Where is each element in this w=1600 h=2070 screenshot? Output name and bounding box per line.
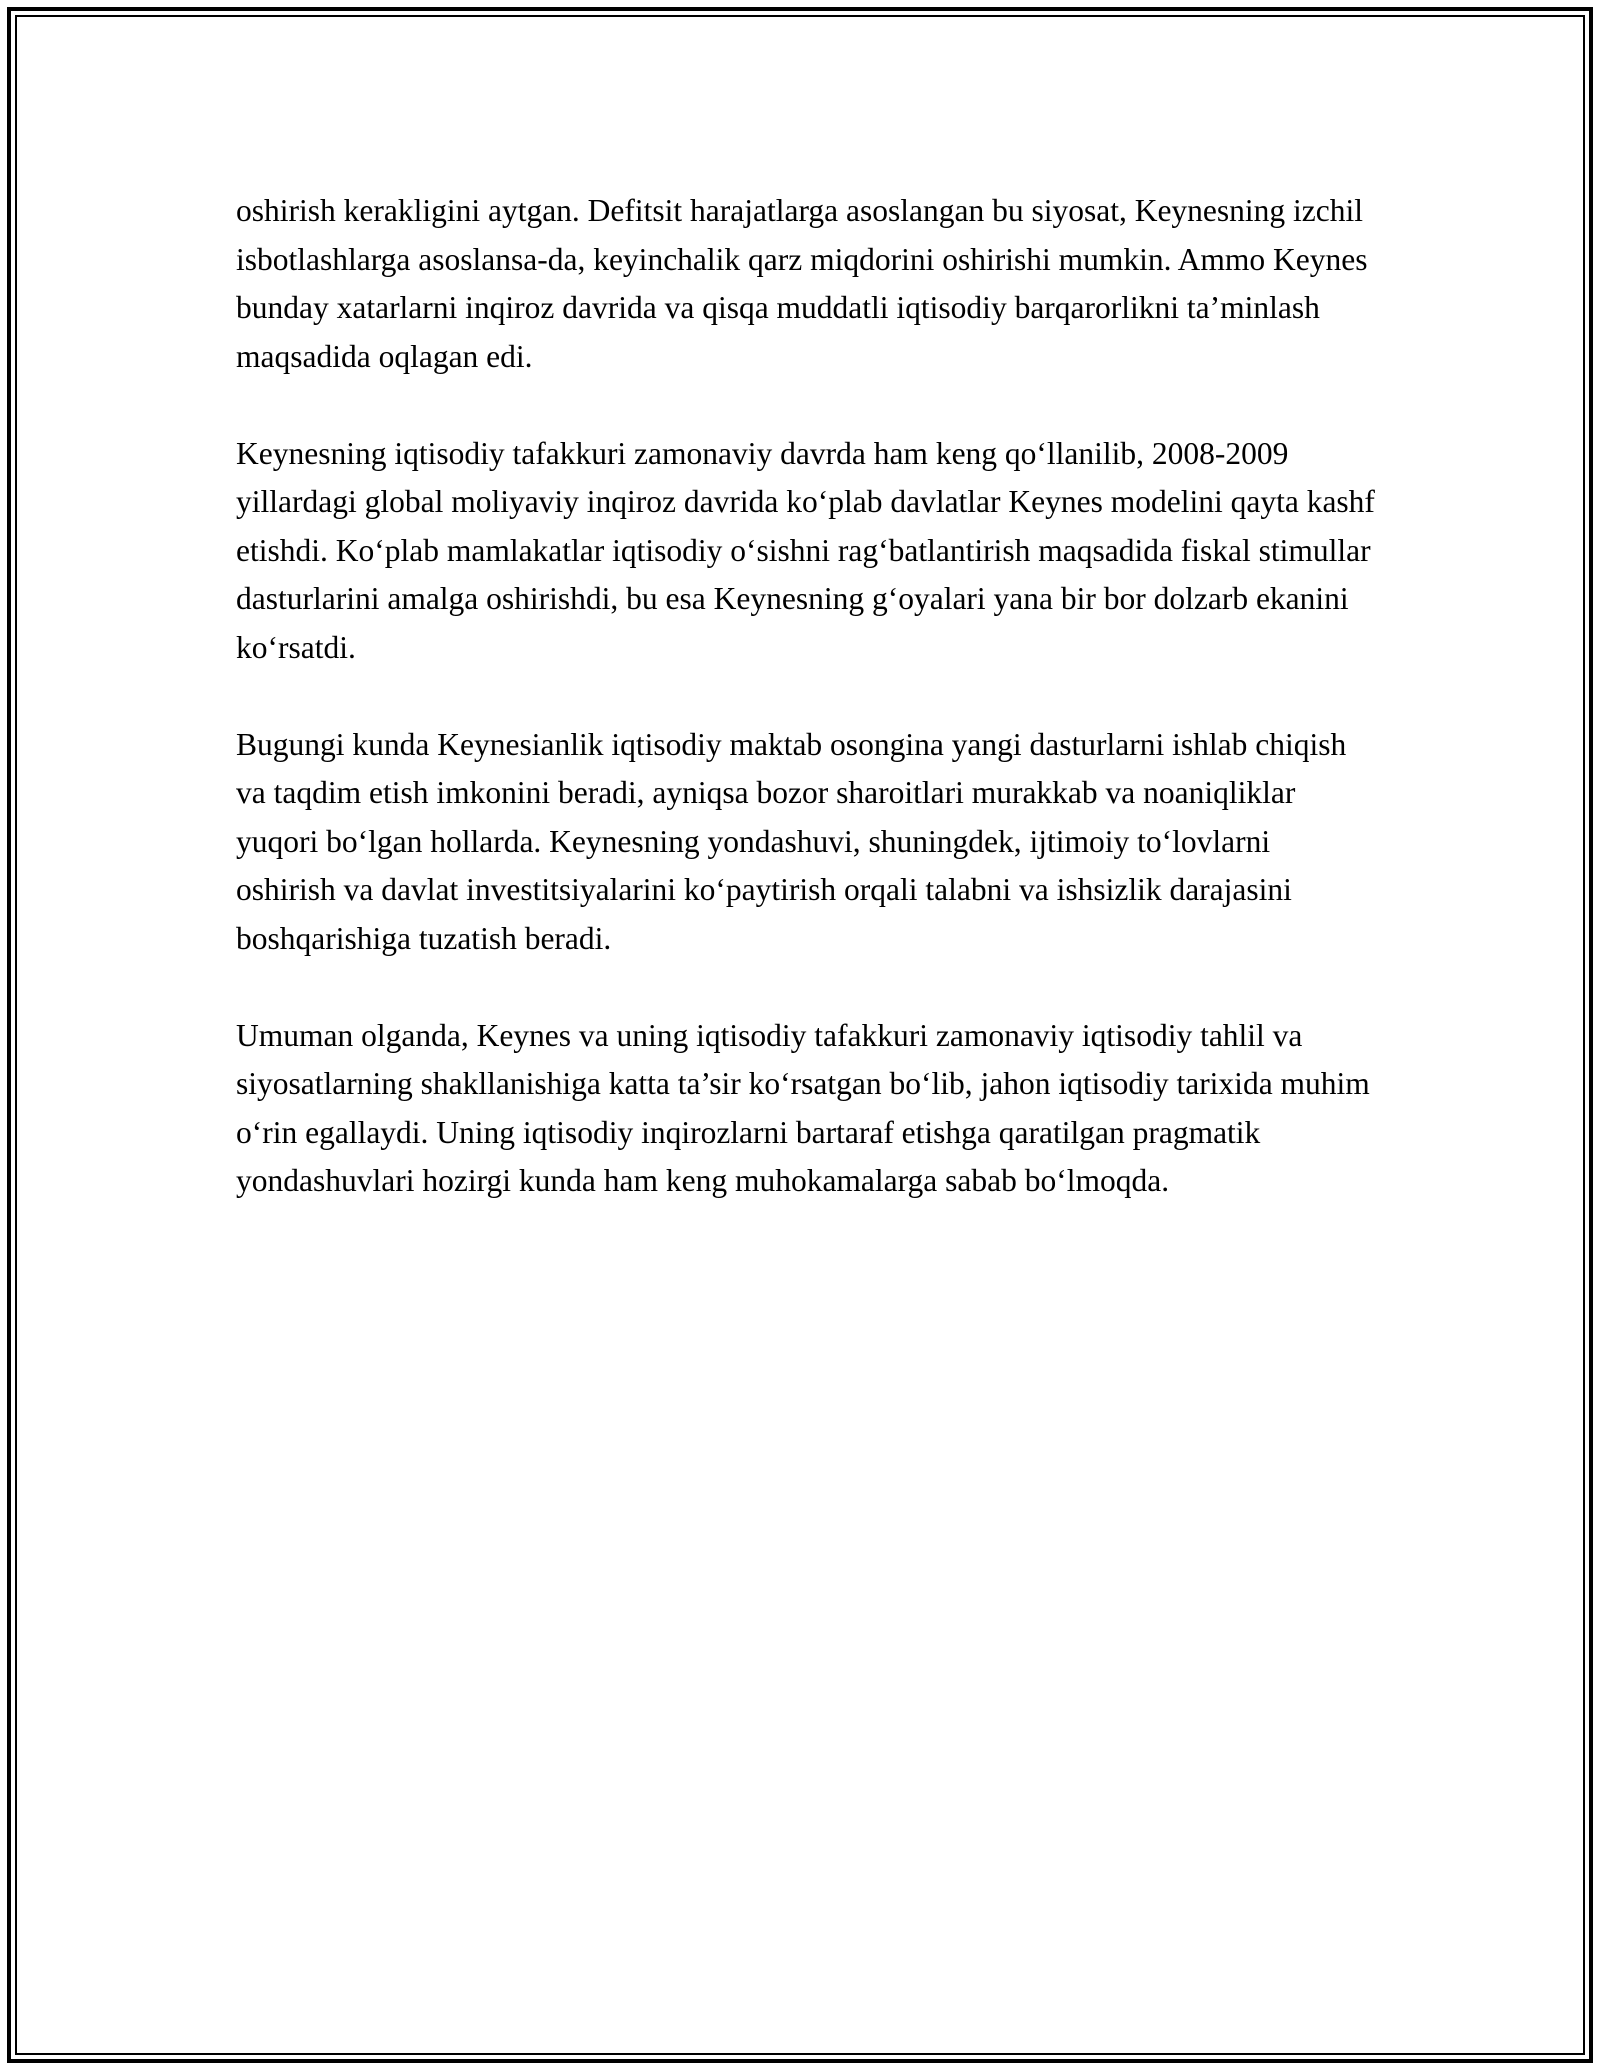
document-body — [236, 187, 1376, 1254]
paragraph-3: Bugungi kunda Keynesianlik iqtisodiy maktab osongina yangi dasturlarni ishlab chiqish va taqdim etish imkonini beradi, ayniqsa bozor sharoitlari murakkab va noaniqliklar yuqori bo‘lgan hollarda. Keynesning yondashuvi, shuningdek, ijtimoiy to‘lovlarni oshirish va davlat investitsiyalarini ko‘paytirish orqali talabni va ishsizlik darajasini boshqarishiga tuzatish beradi. — [236, 726, 1347, 956]
paragraph-2: Keynesning iqtisodiy tafakkuri zamonaviy davrda ham keng qo‘llanilib, 2008-2009 yillardagi global moliyaviy inqiroz davrida ko‘plab davlatlar Keynes modelini qayta kashf etishdi. Ko‘plab mamlakatlar iqtisodiy o‘sishni rag‘batlantirish maqsadida fiskal stimullar dasturlarini amalga oshirishdi, bu esa Keynesning g‘oyalari yana bir bor dolzarb ekanini ko‘rsatdi. — [236, 435, 1375, 665]
paragraph-4: Umuman olganda, Keynes va uning iqtisodiy tafakkuri zamonaviy iqtisodiy tahlil va siyosatlarning shakllanishiga katta ta’sir ko‘rsatgan bo‘lib, jahon iqtisodiy tarixida muhim o‘rin egallaydi. Uning iqtisodiy inqirozlarni bartaraf etishga qaratilgan pragmatik yondashuvlari hozirgi kunda ham keng muhokamalarga sabab bo‘lmoqda. — [236, 1017, 1370, 1198]
paragraph-1: oshirish kerakligini aytgan. Defitsit harajatlarga asoslangan bu siyosat, Keynesning izchil isbotlashlarga asoslansa-da, keyinchalik qarz miqdorini oshirishi mumkin. Ammo Keynes bunday xatarlarni inqiroz davrida va qisqa muddatli iqtisodiy barqarorlikni ta’minlash maqsadida oqlagan edi. — [236, 193, 1368, 374]
